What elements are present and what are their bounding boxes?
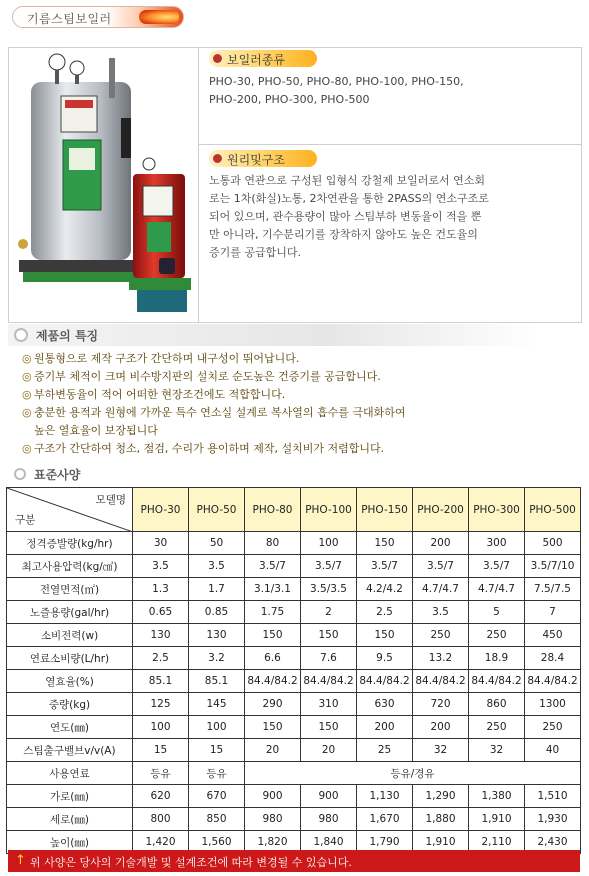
- feature-marker: ◎: [22, 406, 32, 419]
- feature-item: ◎ 부하변동율이 적어 어떠한 현장조건에도 적합합니다.: [22, 386, 406, 404]
- model-header: PHO-300: [469, 488, 525, 532]
- table-row: [7, 693, 581, 716]
- row-label: 높이(㎜): [7, 831, 133, 854]
- table-cell: 200: [357, 716, 413, 739]
- table-cell: 200: [413, 716, 469, 739]
- table-row: [7, 716, 581, 739]
- table-cell: 1,930: [525, 808, 581, 831]
- table-cell: 1.3: [133, 578, 189, 601]
- row-label: 소비전력(w): [7, 624, 133, 647]
- table-row: [7, 555, 581, 578]
- principle-heading: 원리및구조: [227, 153, 285, 167]
- principle-line: 로는 1차(화실)노통, 2차연관을 통한 2PASS의 연소구조로: [209, 192, 489, 205]
- bullet-dot-icon: [213, 154, 222, 163]
- table-cell: 1,560: [189, 831, 245, 854]
- boiler-types-line: PHO-200, PHO-300, PHO-500: [209, 93, 370, 106]
- table-cell: 3.5/3.5: [301, 578, 357, 601]
- feature-marker: ◎: [22, 370, 32, 383]
- table-row: [7, 532, 581, 555]
- table-row: [7, 785, 581, 808]
- table-cell: 0.65: [133, 601, 189, 624]
- table-cell: 3.5: [413, 601, 469, 624]
- boiler-types-line: PHO-30, PHO-50, PHO-80, PHO-100, PHO-150,: [209, 75, 464, 88]
- table-cell: 32: [469, 739, 525, 762]
- row-label: 정격증발량(kg/hr): [7, 532, 133, 555]
- table-cell: 25: [357, 739, 413, 762]
- table-cell: 1,420: [133, 831, 189, 854]
- table-cell: 500: [525, 532, 581, 555]
- table-cell: 9.5: [357, 647, 413, 670]
- table-cell-merged: 등유/경유: [245, 762, 581, 785]
- feature-item: ◎ 충분한 용적과 원형에 가까운 특수 연소실 설계로 복사열의 흡수를 극대화하여: [22, 404, 406, 422]
- table-cell: 150: [357, 532, 413, 555]
- page-title: 기름스팀보일러: [27, 12, 112, 26]
- boiler-types-text: [209, 73, 464, 109]
- table-cell: 2,110: [469, 831, 525, 854]
- table-cell: 100: [301, 532, 357, 555]
- row-label: 중량(kg): [7, 693, 133, 716]
- table-cell: 3.1/3.1: [245, 578, 301, 601]
- table-cell: 2: [301, 601, 357, 624]
- table-cell: 15: [133, 739, 189, 762]
- principle-heading-tab: [209, 150, 317, 167]
- feature-item: ◎ 구조가 간단하여 청소, 점검, 수리가 용이하며 제작, 설치비가 저렴합니다.: [22, 440, 406, 458]
- section-circle-icon: [14, 468, 26, 480]
- table-cell: 250: [525, 716, 581, 739]
- table-cell: 1,840: [301, 831, 357, 854]
- table-cell: 3.5: [133, 555, 189, 578]
- table-cell: 3.5/7: [413, 555, 469, 578]
- corner-model-label: 모델명: [95, 494, 126, 506]
- table-cell: 3.5/7: [245, 555, 301, 578]
- principle-line: 노통과 연관으로 구성된 입형식 강철제 보일러로서 연소회: [209, 174, 486, 187]
- row-label: 최고사용압력(kg/㎠): [7, 555, 133, 578]
- table-cell: 980: [245, 808, 301, 831]
- model-header: PHO-200: [413, 488, 469, 532]
- model-header: PHO-100: [301, 488, 357, 532]
- boiler-types-heading-tab: [209, 50, 317, 67]
- table-cell: 300: [469, 532, 525, 555]
- table-cell: 등유: [133, 762, 189, 785]
- table-cell: 1,130: [357, 785, 413, 808]
- principle-line: 되어 있으며, 관수용량이 많아 스팀부하 변동율이 적을 뿐: [209, 210, 482, 223]
- table-cell: 1,380: [469, 785, 525, 808]
- table-cell: 2,430: [525, 831, 581, 854]
- table-cell: 85.1: [133, 670, 189, 693]
- features-list: [22, 350, 406, 458]
- table-cell: 80: [245, 532, 301, 555]
- table-cell: 100: [133, 716, 189, 739]
- table-cell: 800: [133, 808, 189, 831]
- model-header: PHO-50: [189, 488, 245, 532]
- table-cell: 18.9: [469, 647, 525, 670]
- feature-marker: ◎: [22, 388, 32, 401]
- corner-category-label: 구분: [15, 514, 36, 526]
- features-banner: [8, 324, 540, 346]
- table-cell: 84.4/84.2: [301, 670, 357, 693]
- table-cell: 900: [245, 785, 301, 808]
- table-cell: 40: [525, 739, 581, 762]
- table-cell: 28.4: [525, 647, 581, 670]
- table-cell: 670: [189, 785, 245, 808]
- boiler-product-photo: [9, 48, 199, 322]
- table-cell: 4.2/4.2: [357, 578, 413, 601]
- row-label: 연도(㎜): [7, 716, 133, 739]
- section-circle-icon: [14, 328, 28, 342]
- feature-item: ◎ 증기부 체적이 크며 비수방지판의 설치로 순도높은 건증기를 공급합니다.: [22, 368, 406, 386]
- table-row: [7, 647, 581, 670]
- table-cell: 150: [301, 716, 357, 739]
- table-cell: 3.5/7: [469, 555, 525, 578]
- row-label: 스팀출구밸브v/v(A): [7, 739, 133, 762]
- table-cell: 20: [245, 739, 301, 762]
- table-cell: 200: [413, 532, 469, 555]
- table-cell: 1,820: [245, 831, 301, 854]
- table-cell: 20: [301, 739, 357, 762]
- table-cell: 7: [525, 601, 581, 624]
- table-cell: 84.4/84.2: [245, 670, 301, 693]
- table-cell: 1,670: [357, 808, 413, 831]
- principle-line: 증기를 공급합니다.: [209, 246, 302, 259]
- table-cell: 0.85: [189, 601, 245, 624]
- table-cell: 32: [413, 739, 469, 762]
- table-cell: 84.4/84.2: [357, 670, 413, 693]
- feature-item: ◎ 원통형으로 제작 구조가 간단하며 내구성이 뛰어납니다.: [22, 350, 406, 368]
- feature-marker: ◎: [22, 442, 32, 455]
- table-cell: 150: [301, 624, 357, 647]
- table-row: [7, 578, 581, 601]
- table-cell: 5: [469, 601, 525, 624]
- table-cell: 125: [133, 693, 189, 716]
- table-row: [7, 739, 581, 762]
- table-cell: 1,880: [413, 808, 469, 831]
- row-label: 열효율(%): [7, 670, 133, 693]
- table-cell: 3.5/7: [301, 555, 357, 578]
- boiler-illustration: [9, 48, 199, 322]
- table-row: [7, 624, 581, 647]
- table-cell: 13.2: [413, 647, 469, 670]
- table-cell: 250: [469, 624, 525, 647]
- spec-corner-cell: [7, 488, 133, 532]
- row-label: 사용연료: [7, 762, 133, 785]
- table-cell: 290: [245, 693, 301, 716]
- section-divider: [199, 144, 581, 145]
- row-label: 세로(㎜): [7, 808, 133, 831]
- table-cell: 130: [133, 624, 189, 647]
- table-cell: 250: [469, 716, 525, 739]
- table-cell: 1300: [525, 693, 581, 716]
- table-row: [7, 601, 581, 624]
- flame-graphic: [139, 10, 179, 24]
- table-cell: 4.7/4.7: [469, 578, 525, 601]
- table-cell: 7.5/7.5: [525, 578, 581, 601]
- boiler-types-heading: 보일러종류: [227, 53, 285, 67]
- table-cell: 900: [301, 785, 357, 808]
- bullet-dot-icon: [213, 54, 222, 63]
- table-cell: 3.5/7/10: [525, 555, 581, 578]
- notice-bar: [8, 850, 580, 872]
- spec-header-row: [7, 488, 581, 532]
- table-cell: 310: [301, 693, 357, 716]
- table-cell: 100: [189, 716, 245, 739]
- model-header: PHO-500: [525, 488, 581, 532]
- row-label: 가로(㎜): [7, 785, 133, 808]
- principle-line: 만 아니라, 기수분리기를 장착하지 않아도 높은 건도율의: [209, 228, 478, 241]
- up-arrow-icon: ↑: [15, 853, 26, 868]
- table-cell: 7.6: [301, 647, 357, 670]
- table-cell: 4.7/4.7: [413, 578, 469, 601]
- table-row-fuel: [7, 762, 581, 785]
- table-cell: 84.4/84.2: [413, 670, 469, 693]
- table-cell: 850: [189, 808, 245, 831]
- table-cell: 2.5: [133, 647, 189, 670]
- model-header: PHO-80: [245, 488, 301, 532]
- table-cell: 85.1: [189, 670, 245, 693]
- table-cell: 1,510: [525, 785, 581, 808]
- table-cell: 250: [413, 624, 469, 647]
- table-cell: 15: [189, 739, 245, 762]
- table-cell: 1.75: [245, 601, 301, 624]
- table-row: [7, 670, 581, 693]
- row-label: 전열면적(㎡): [7, 578, 133, 601]
- feature-item-continuation: 높은 열효율이 보장됩니다: [34, 424, 158, 437]
- table-cell: 84.4/84.2: [525, 670, 581, 693]
- table-cell: 150: [357, 624, 413, 647]
- table-cell: 1,910: [413, 831, 469, 854]
- table-cell: 620: [133, 785, 189, 808]
- notice-text: 위 사양은 당사의 기술개발 및 설계조건에 따라 변경될 수 있습니다.: [30, 856, 352, 869]
- table-cell: 150: [245, 624, 301, 647]
- principle-text: [209, 172, 489, 262]
- table-cell: 3.2: [189, 647, 245, 670]
- page-title-tab: [12, 6, 184, 28]
- table-cell: 720: [413, 693, 469, 716]
- table-cell: 1,290: [413, 785, 469, 808]
- row-label: 노즐용량(gal/hr): [7, 601, 133, 624]
- table-cell: 860: [469, 693, 525, 716]
- model-header: PHO-30: [133, 488, 189, 532]
- table-cell: 130: [189, 624, 245, 647]
- table-cell: 145: [189, 693, 245, 716]
- spec-heading: 표준사양: [34, 468, 81, 482]
- table-row: [7, 808, 581, 831]
- table-cell: 150: [245, 716, 301, 739]
- table-cell: 50: [189, 532, 245, 555]
- table-cell: 1,790: [357, 831, 413, 854]
- table-cell: 1,910: [469, 808, 525, 831]
- table-cell: 450: [525, 624, 581, 647]
- table-cell: 630: [357, 693, 413, 716]
- features-heading: 제품의 특징: [36, 329, 99, 343]
- product-overview-box: [8, 47, 582, 323]
- table-cell: 6.6: [245, 647, 301, 670]
- table-cell: 등유: [189, 762, 245, 785]
- row-label: 연료소비량(L/hr): [7, 647, 133, 670]
- table-cell: 30: [133, 532, 189, 555]
- table-cell: 3.5: [189, 555, 245, 578]
- spec-table: [6, 487, 581, 854]
- table-cell: 980: [301, 808, 357, 831]
- table-cell: 3.5/7: [357, 555, 413, 578]
- feature-marker: ◎: [22, 352, 32, 365]
- table-cell: 1.7: [189, 578, 245, 601]
- table-cell: 2.5: [357, 601, 413, 624]
- model-header: PHO-150: [357, 488, 413, 532]
- table-cell: 84.4/84.2: [469, 670, 525, 693]
